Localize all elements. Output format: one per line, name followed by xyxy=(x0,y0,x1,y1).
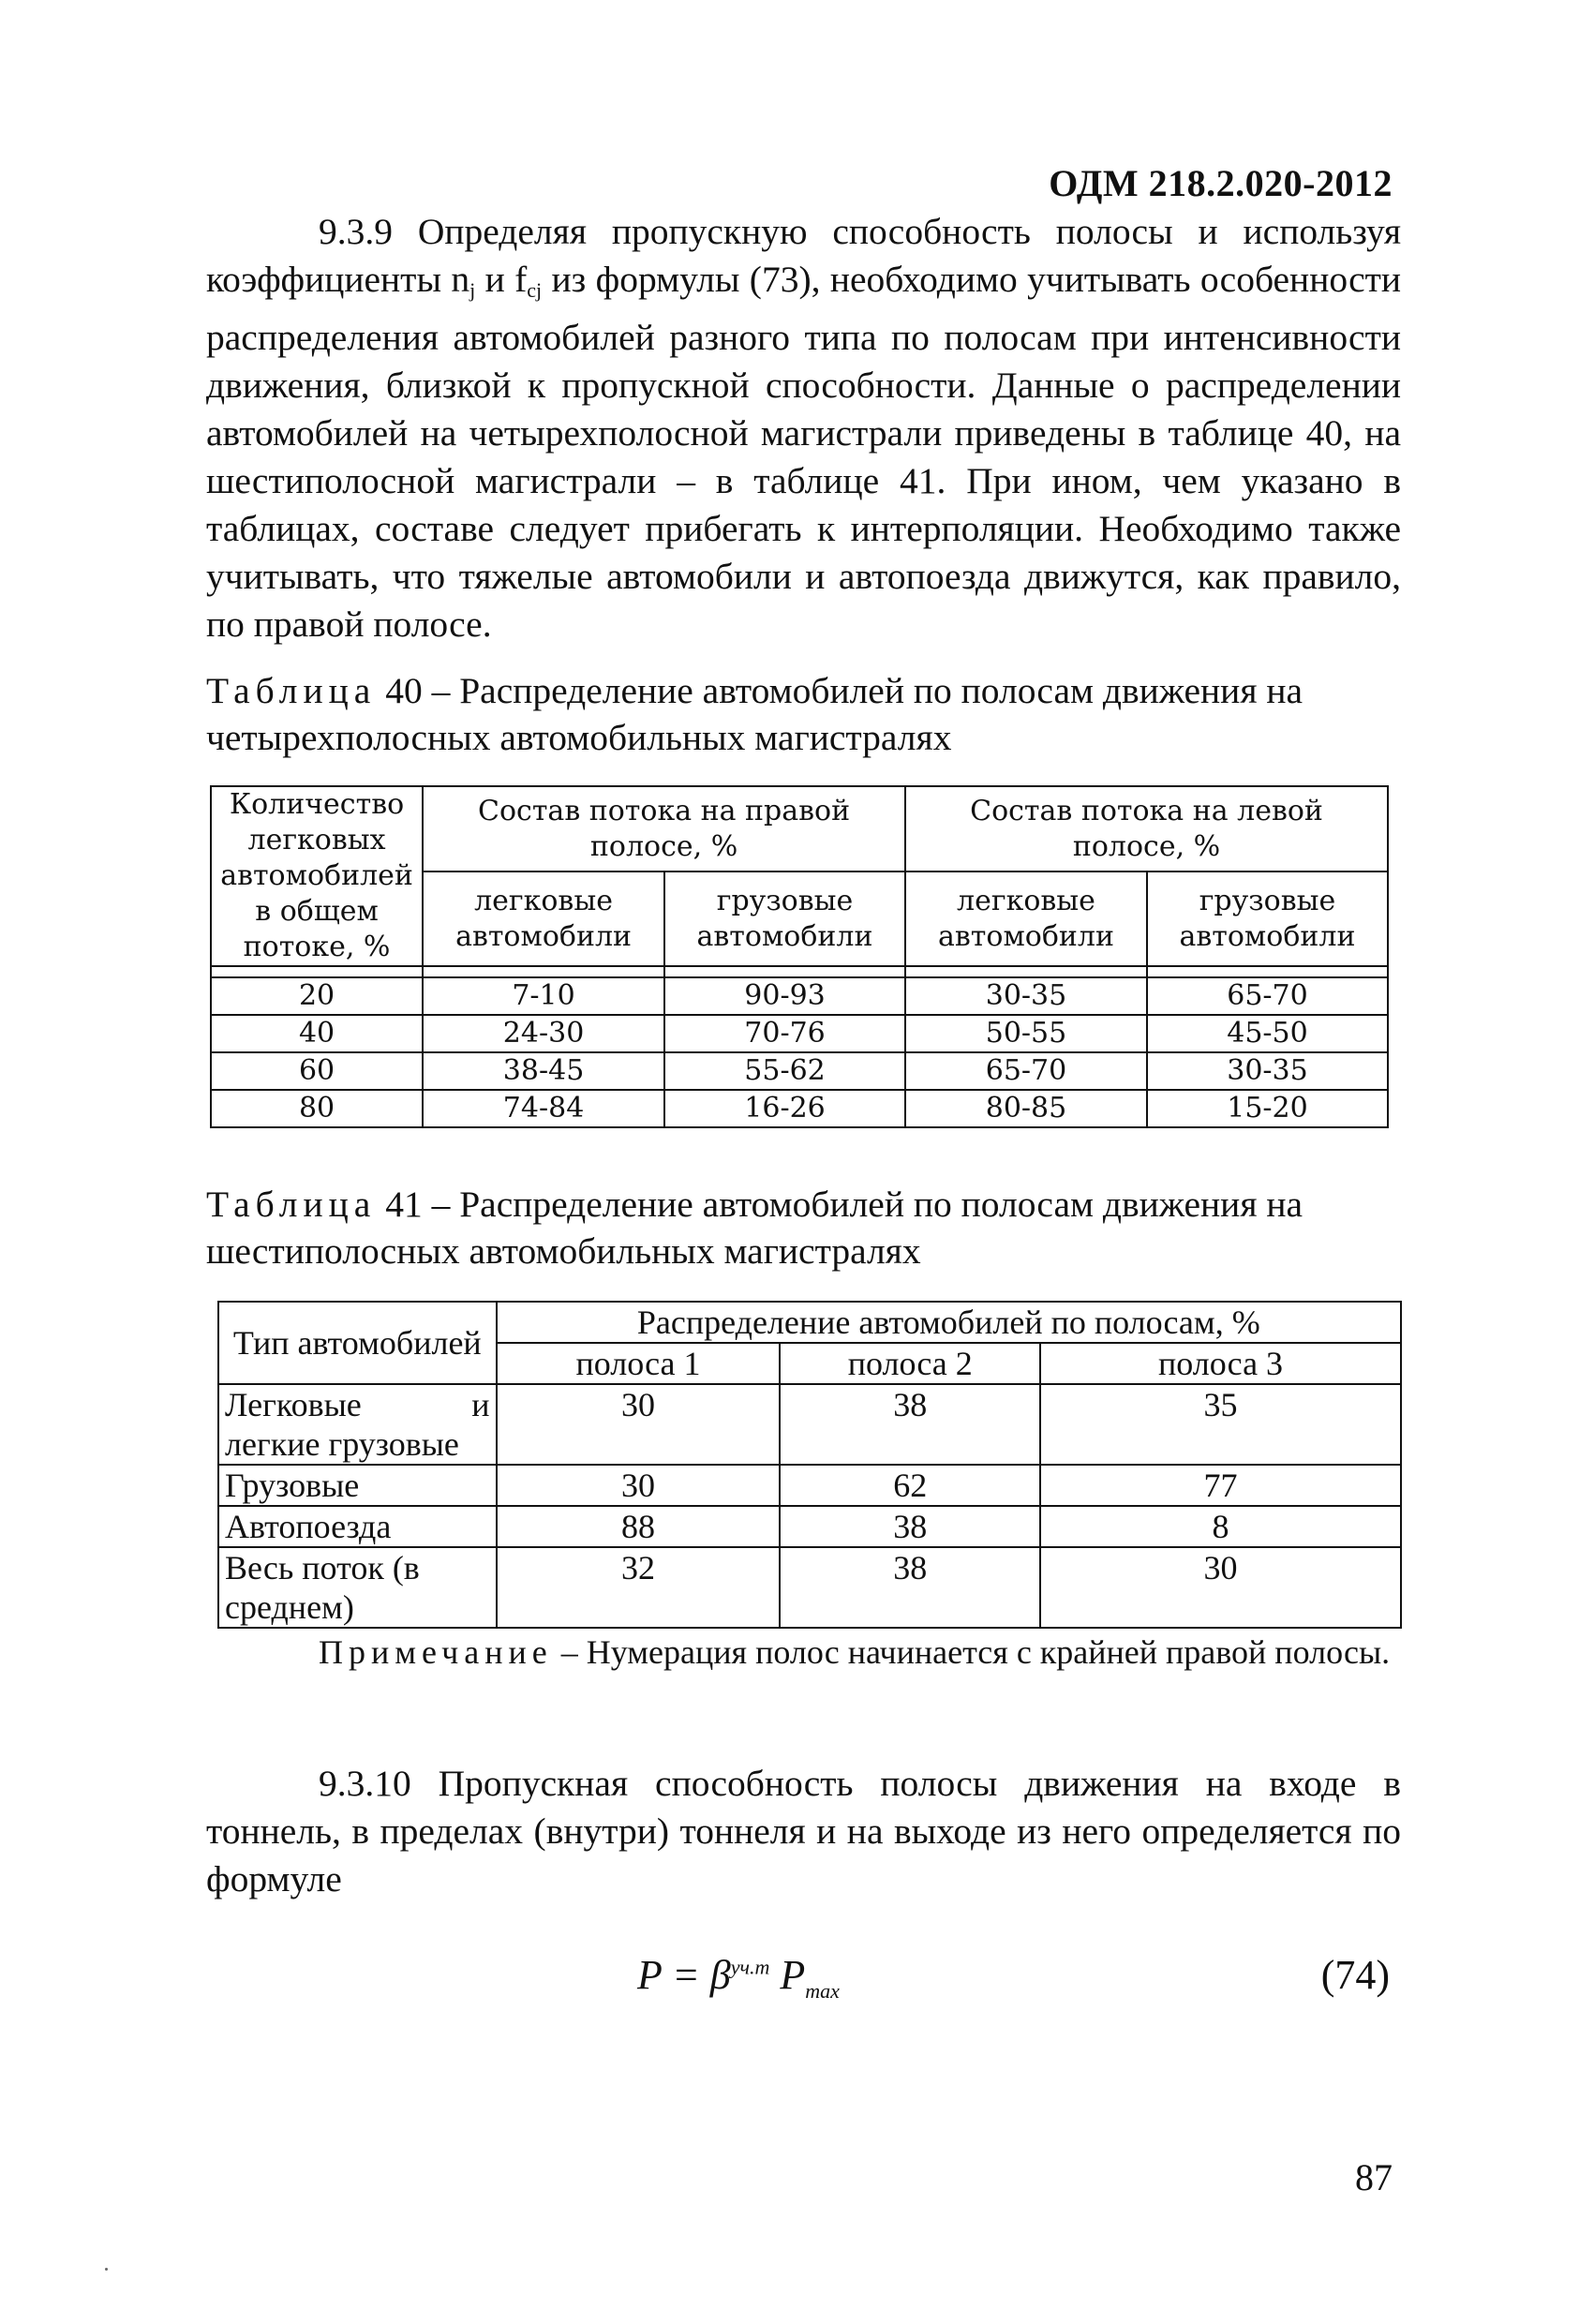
table-40 xyxy=(210,785,1389,1128)
table-header: полоса 2 xyxy=(780,1343,1040,1384)
table-header: легковые автомобили xyxy=(423,872,664,966)
table-row: Грузовые 30 62 77 xyxy=(218,1465,1401,1506)
table-header: полоса 3 xyxy=(1040,1343,1401,1384)
formula-74: $P = \beta^{уч.т}$ $P_{max}$ xyxy=(637,1952,840,2003)
table-row: 80 74-84 16-26 80-85 15-20 xyxy=(211,1090,1388,1127)
table-header: Состав потока на левой полосе, % xyxy=(905,786,1388,872)
paragraph-9-3-9: 9.3.9 Определяя пропускную способность полосы и используя коэффициенты $n_j$ и $f_{cj}$ из формулы (73), необходимо учитывать особенности распределения автомобилей разного типа по полосам при интенсивности движения, близкой к пропускной способности. Данные о распределении автомобилей на четырехполосной магистрали приведены в таблице 40, на шестиполосной магистрали – в таблице 41. При ином, чем указано в таблицах, составе следует прибегать к интерполяции. Необходимо также учитывать, что тяжелые автомобили и автопоезда движутся, как правило, по правой полосе. xyxy=(206,211,1401,645)
table-40-caption: Таблица 40 – Распределение автомобилей по полосам движения на четырехполосных автомобильных магистралях xyxy=(206,670,1304,758)
table-header: грузовые автомобили xyxy=(664,872,905,966)
table-row: Автопоезда 88 38 8 xyxy=(218,1506,1401,1547)
page-number: 87 xyxy=(1355,2156,1393,2198)
paragraph-9-3-10: 9.3.10 Пропускная способность полосы движения на входе в тоннель, в пределах (внутри) тоннеля и на выходе из него определяется по формуле xyxy=(206,1763,1401,1899)
table-header: Тип автомобилей xyxy=(218,1302,497,1384)
table-row: 40 24-30 70-76 50-55 45-50 xyxy=(211,1015,1388,1052)
table-41 xyxy=(217,1301,1402,1629)
table-row: Легковые и легкие грузовые 30 38 35 xyxy=(218,1384,1401,1465)
table-header: полоса 1 xyxy=(497,1343,781,1384)
table-row: Весь поток (в среднем) 32 38 30 xyxy=(218,1547,1401,1628)
scan-speck xyxy=(105,2268,108,2271)
table-row: 20 7-10 90-93 30-35 65-70 xyxy=(211,977,1388,1015)
table-header: Распределение автомобилей по полосам, % xyxy=(497,1302,1401,1343)
table-header: Количество легковых автомобилей в общем потоке, % xyxy=(211,786,423,966)
table-header: легковые автомобили xyxy=(905,872,1147,966)
table-row: 60 38-45 55-62 65-70 30-35 xyxy=(211,1052,1388,1090)
table-41-note: Примечание – Нумерация полос начинается с крайней правой полосы. xyxy=(319,1633,1391,1671)
equation-number: (74) xyxy=(1320,1952,1390,1998)
table-label: Таблица xyxy=(206,1184,377,1225)
table-label: Таблица xyxy=(206,670,377,711)
table-header: грузовые автомобили xyxy=(1147,872,1388,966)
table-header: Состав потока на правой полосе, % xyxy=(423,786,905,872)
table-41-caption: Таблица 41 – Распределение автомобилей по полосам движения на шестиполосных автомобильных магистралях xyxy=(206,1184,1304,1272)
document-code: ОДМ 218.2.020-2012 xyxy=(1049,162,1393,204)
